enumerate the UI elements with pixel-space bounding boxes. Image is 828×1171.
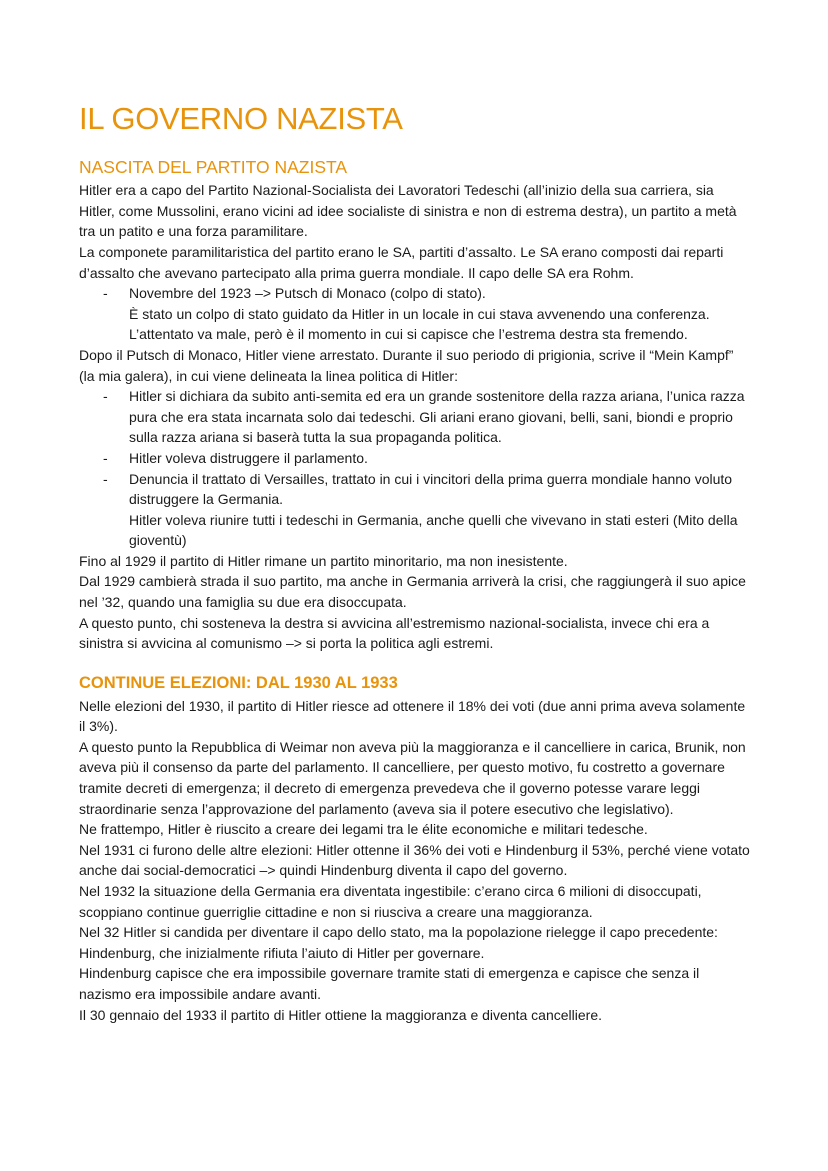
page-title: IL GOVERNO NAZISTA (79, 101, 403, 136)
paragraph: Il 30 gennaio del 1933 il partito di Hitler ottiene la maggioranza e diventa cancelliere. (79, 1006, 602, 1023)
list-item: - Denuncia il trattato di Versailles, trattato in cui i vincitori della prima guerra mondiale hanno voluto distruggere la Germania. (79, 469, 751, 510)
paragraph: Hindenburg capisce che era impossibile governare tramite stati di emergenza e capisce che senza il nazismo era impossibile andare avanti. (79, 965, 700, 1002)
paragraph: Nel 1932 la situazione della Germania era diventata ingestibile: c’erano circa 6 milioni di disoccupati, scoppiano continue guerriglie cittadine e non si riusciva a creare una maggioranza. (79, 882, 702, 920)
list-item: - Novembre del 1923 –> Putsch di Monaco (colpo di stato). (79, 283, 751, 304)
paragraph: La componete paramilitaristica del partito erano le SA, partiti d’assalto. Le SA erano composti dai reparti d’assalto che avevano partecipato alla prima guerra mondiale. Il capo delle SA era Rohm. (79, 243, 724, 281)
paragraph: Dopo il Putsch di Monaco, Hitler viene arrestato. Durante il suo periodo di prigionia, scrive il “Mein Kampf” (la mia galera), in cui viene delineata la linea politica di Hitler: (79, 346, 734, 384)
paragraph: A questo punto, chi sosteneva la destra si avvicina all’estremismo nazional-socialista, invece chi era a sinistra si avvicina al comunismo –> si porta la politica agli estremi. (79, 614, 710, 652)
paragraph: Nel 1931 ci furono delle altre elezioni: Hitler ottenne il 36% dei voti e Hindenburg il 53%, perché viene votato anche dai social-democratici –> quindi Hindenburg diventa il capo del governo. (79, 841, 750, 879)
bullet-list (79, 283, 751, 304)
paragraph: Ne frattempo, Hitler è riuscito a creare dei legami tra le élite economiche e militari tedesche. (79, 821, 648, 838)
paragraph: Nelle elezioni del 1930, il partito di Hitler riesce ad ottenere il 18% dei voti (due anni prima aveva solamente il 3%). (79, 697, 746, 735)
paragraph: A questo punto la Repubblica di Weimar non aveva più la maggioranza e il cancelliere in carica, Brunik, non aveva più il consenso da parte del parlamento. Il cancelliere, per questo motivo, fu costretto a governare tramite decreti di emergenza; il decreto di emergenza prevedeva che il governo potesse varare leggi straordinarie senza l’approvazione del parlamento (aveva sia il potere esecutivo che legislativo). (79, 738, 746, 817)
document-page (79, 100, 751, 1025)
section-nascita (79, 157, 751, 654)
list-item: - Hitler si dichiara da subito anti-semita ed era un grande sostenitore della razza ariana, l’unica razza pura che era stata incarnata solo dai tedeschi. Gli ariani erano giovani, belli, sani, biondi e proprio sulla razza ariana si baserà tutta la sua propaganda politica. (79, 386, 751, 448)
section-elezioni (79, 674, 751, 1025)
list-item-continuation: È stato un colpo di stato guidato da Hitler in un locale in cui stava avvenendo una conferenza. (129, 305, 710, 322)
section-heading-nascita: NASCITA DEL PARTITO NAZISTA (79, 157, 348, 178)
paragraph: Fino al 1929 il partito di Hitler rimane un partito minoritario, ma non inesistente. (79, 552, 568, 569)
paragraph: Dal 1929 cambierà strada il suo partito, ma anche in Germania arriverà la crisi, che raggiungerà il suo apice nel ’32, quando una famiglia su due era disoccupata. (79, 573, 746, 611)
list-item: - Hitler voleva distruggere il parlamento. (79, 448, 751, 469)
section-heading-elezioni: CONTINUE ELEZIONI: DAL 1930 AL 1933 (79, 673, 398, 692)
list-item-continuation: L’attentato va male, però è il momento in cui si capisce che l’estrema destra sta fremendo. (129, 326, 688, 343)
paragraph: Hitler era a capo del Partito Nazional-Socialista dei Lavoratori Tedeschi (all’inizio della sua carriera, sia Hitler, come Mussolini, erano vicini ad idee socialiste di sinistra e non di estrema destra), un partito a metà tra un patito e una forza paramilitare. (79, 182, 737, 240)
paragraph: Nel 32 Hitler si candida per diventare il capo dello stato, ma la popolazione rielegge il capo precedente: Hindenburg, che inizialmente rifiuta l’aiuto di Hitler per governare. (79, 924, 718, 961)
bullet-list (79, 386, 751, 510)
list-item-continuation: Hitler voleva riunire tutti i tedeschi in Germania, anche quelli che vivevano in stati esteri (Mito della gioventù) (129, 511, 738, 549)
